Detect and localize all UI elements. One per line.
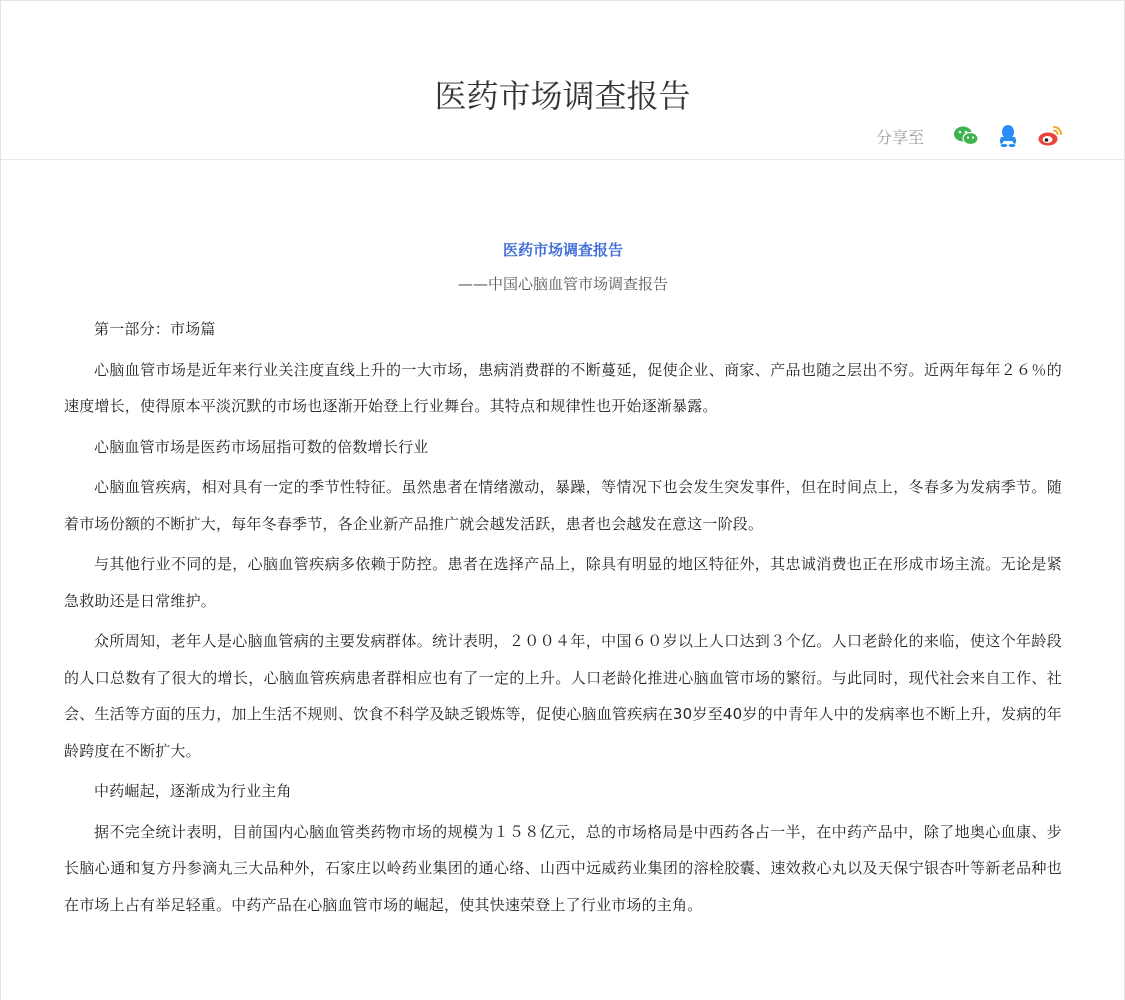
article-heading: 医药市场调查报告 <box>502 241 623 259</box>
qq-icon[interactable] <box>994 123 1022 149</box>
share-bar <box>876 123 1064 149</box>
subsection-heading: 心脑血管市场是医药市场屈指可数的倍数增长行业 <box>94 437 429 456</box>
section-heading: 第一部分：市场篇 <box>94 320 216 338</box>
paragraph: 心脑血管市场是近年来行业关注度直线上升的一大市场，患病消费群的不断蔓延，促使企业、商家、产品也随之层出不穷。近两年每年２６％的速度增长，使得原本平淡沉默的市场也逐渐开始登上行业舞台。其特点和规律性也开始逐渐暴露。 <box>64 360 1062 415</box>
paragraph: 与其他行业不同的是，心脑血管疾病多依赖于防控。患者在选择产品上，除具有明显的地区特征外，其忠诚消费也正在形成市场主流。无论是紧急救助还是日常维护。 <box>64 555 1062 610</box>
paragraph: 心脑血管疾病，相对具有一定的季节性特征。虽然患者在情绪激动，暴躁，等情况下也会发生突发事件，但在时间点上，冬春多为发病季节。随着市场份额的不断扩大，每年冬春季节，各企业新产品推广就会越发活跃，患者也会越发在意这一阶段。 <box>64 478 1062 533</box>
page-header <box>1 1 1124 160</box>
weibo-icon[interactable] <box>1036 123 1064 149</box>
paragraph: 据不完全统计表明，目前国内心脑血管类药物市场的规模为１５８亿元，总的市场格局是中西药各占一半，在中药产品中，除了地奥心血康、步长脑心通和复方丹参滴丸三大品种外，石家庄以岭药业集团的通心络、山西中远威药业集团的溶栓胶囊、速效救心丸以及天保宁银杏叶等新老品种也在市场上占有举足轻重。中药产品在心脑血管市场的崛起，使其快速荣登上了行业市场的主角。 <box>64 822 1062 914</box>
article-body <box>64 239 1062 927</box>
wechat-icon[interactable] <box>952 123 980 149</box>
paragraph: 众所周知，老年人是心脑血管病的主要发病群体。统计表明，２００４年，中国６０岁以上人口达到３个亿。人口老龄化的来临，使这个年龄段的人口总数有了很大的增长，心脑血管疾病患者群相应也有了一定的上升。人口老龄化推进心脑血管市场的繁衍。与此同时，现代社会来自工作、社会、生活等方面的压力，加上生活不规则、饮食不科学及缺乏锻炼等，促使心脑血管疾病在30岁至40岁的中青年人中的发病率也不断上升，发病的年龄跨度在不断扩大。 <box>64 632 1062 760</box>
article-subheading: ——中国心脑血管市场调查报告 <box>457 275 668 293</box>
share-label: 分享至 <box>875 127 924 147</box>
page-title: 医药市场调查报告 <box>434 77 691 116</box>
subsection-heading: 中药崛起，逐渐成为行业主角 <box>94 782 292 800</box>
